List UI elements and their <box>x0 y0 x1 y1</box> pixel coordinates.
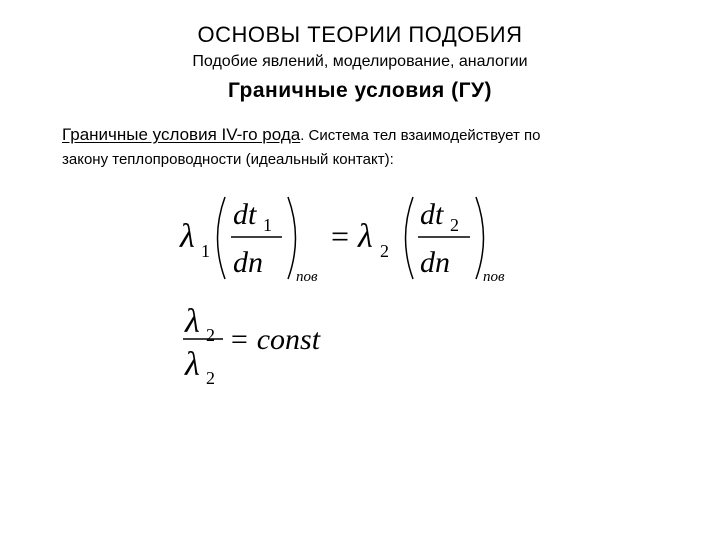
numerator-dt-1: dt <box>233 198 257 231</box>
ratio-rhs: = const <box>229 323 321 356</box>
body-text: . Система тел взаимодействует по <box>300 127 541 144</box>
left-paren-1 <box>218 197 226 279</box>
slide-heading: Граничные условия (ГУ) <box>227 79 493 102</box>
subscript-pov-1: пов <box>296 269 318 285</box>
equation-1 <box>179 197 505 285</box>
body-text-line2: закону теплопроводности (идеальный контакт): <box>62 151 394 168</box>
lambda-1: λ <box>180 218 195 255</box>
lambda-2: λ <box>358 218 373 255</box>
lambda-2-subscript: 2 <box>380 241 389 261</box>
ratio-denominator-lambda: λ <box>185 346 200 383</box>
numerator-subscript-2: 2 <box>450 215 459 235</box>
numerator-subscript-1: 1 <box>263 215 272 235</box>
equation-2 <box>183 303 321 388</box>
denominator-dn-1: dn <box>233 246 263 279</box>
equals-sign: = <box>331 218 350 254</box>
right-paren-2 <box>476 197 484 279</box>
lambda-1-subscript: 1 <box>201 241 210 261</box>
subscript-pov-2: пов <box>483 269 505 285</box>
boundary-condition-type: Граничные условия IV-го рода <box>62 125 301 144</box>
denominator-dn-2: dn <box>420 246 450 279</box>
slide-subtitle: Подобие явлений, моделирование, аналогии <box>192 53 528 70</box>
left-paren-2 <box>406 197 414 279</box>
ratio-denominator-subscript: 2 <box>206 368 215 388</box>
numerator-dt-2: dt <box>420 198 444 231</box>
slide-title: ОСНОВЫ ТЕОРИИ ПОДОБИЯ <box>197 22 523 47</box>
right-paren-1 <box>288 197 296 279</box>
ratio-numerator-subscript: 2 <box>206 325 215 345</box>
ratio-numerator-lambda: λ <box>185 303 200 340</box>
